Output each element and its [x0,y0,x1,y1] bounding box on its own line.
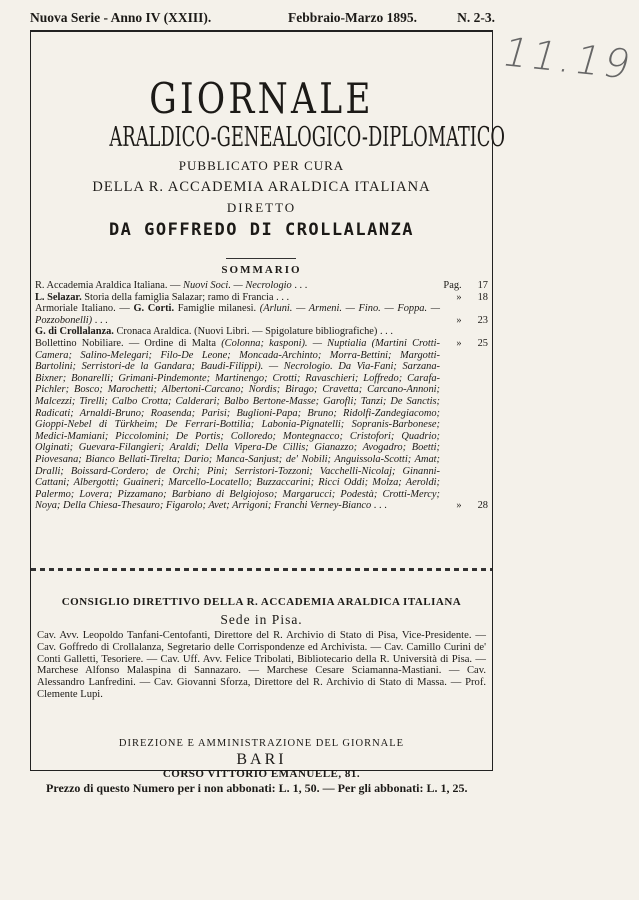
council-seat: Sede in Pisa. [220,612,303,627]
short-rule [226,258,296,259]
journal-title: GIORNALE [149,74,374,123]
published-by: PUBBLICATO PER CURA [178,158,345,173]
summary-list [35,280,488,512]
summary-item: Armoriale Italiano. — G. Corti. Famiglie milanesi. (Arluni. — Armeni. — Fino. — Foppa. — Pozzobonelli) . . . » 23 [35,303,488,326]
series-label: Nuova Serie - Anno IV (XXIII). [30,10,212,25]
directed-by: DIRETTO [226,200,297,215]
issue-number: N. 2-3. [457,10,495,25]
journal-subtitle: ARALDICO-GENEALOGICO-DIPLOMATICO [109,122,506,153]
summary-item: R. Accademia Araldica Italiana. — Nuovi Soci. — Necrologio . . . Pag. 17 [35,280,488,291]
academy-name: DELLA R. ACCADEMIA ARALDICA ITALIANA [92,179,431,195]
editor-name: DA GOFFREDO DI CROLLALANZA [108,220,415,240]
issue-date: Febbraio-Marzo 1895. [288,10,417,25]
summary-item: G. di Crollalanza. Cronaca Araldica. (Nuovi Libri. — Spigolature bibliografiche) . . . » 25 [35,326,488,349]
administration-address: CORSO VITTORIO EMANUELE, 81. [162,768,361,780]
administration-heading: DIREZIONE E AMMINISTRAZIONE DEL GIORNALE [118,738,405,749]
cover-frame [30,30,506,780]
handwritten-note: 11.19 [496,29,639,89]
summary-heading: SOMMARIO [221,264,302,276]
masthead-line [30,10,495,30]
council-members: Cav. Avv. Leopoldo Tanfani-Centofanti, Direttore del R. Archivio di Stato di Pisa, Vice-Presidente. — Cav. Goffredo di Crollalanza, Segretario delle Corrispondenze ed Archivista. — Cav. Camillo Curini de' Conti Galletti, Tesoriere. — Cav. Uff. Avv. Felice Tribolati, Bibliotecario della R. Università di Pisa. — Marchese Alfonso Malaspina di Sannazaro. — Marchese Cesare Sciamanna-Mastiani. — Cav. Alessandro Lanfredini. — Cav. Giovanni Sforza, Direttore del R. Archivio di Stato di Massa. — Prof. Clemente Lupi. [37,630,486,700]
summary-item: L. Selazar. Storia della famiglia Salazar; ramo di Francia . . . » 18 [35,291,488,303]
section-divider [31,568,492,571]
council-heading: CONSIGLIO DIRETTIVO DELLA R. ACCADEMIA ARALDICA ITALIANA [61,596,462,608]
summary-item: Bollettino Nobiliare. — Ordine di Malta (Colonna; kasponi). — Nuptialia (Martini Crotti-Camera; Salino-Melegari; Filo-De Leone; Moncada-Archinto; Morra-Bettini; Margotti-Bartolini; Serristori-de la Gandara; Baudi-Filippi). — Necrologio. Da Via-Fani; Sarzana-Bixner; Bonarelli; Grimani-Pindemonte; Martinengo; Crotti; Ravaschieri; Loffredo; Carafa-Pichler; Bosco; Marochetti; Albertoni-Carcano; Nordis; Birago; Cravetta; Carcano-Annoni; Malcezzi; Tirelli; Calbo Crotta; Calderari; Balbo Bertone-Masse; Garofli; Tanzi; De Sanctis; Radicati; Arnaldi-Bruno; Roasenda; Parisi; Buglioni-Papa; Bruno; Ridolfi-Zandegiacomo; Gioppi-Nebel di Türkheim; De Ferrari-Bottilia; Labonia-Pignatelli; Sopranis-Barbonese; Medici-Mamiani; Piccolomini; De Portis; Colloredo; Montegnacco; Cristofori; Quadrio; Olginati; Guevara-Filangieri; Araldi; Della Vipera-De Cillis; Gianazzo; Avogadro; Boetti; Piovesana; Bianco Bellati-Tirelta; Dario; Manca-Sanjust; de' Nobili; Anguissola-Scotti; Amat; Dralli; Boissard-Cordero; de Orchi; Pini; Serristori-Tozzoni; Vacchelli-Nicolaj; Ginanni-Cattani; Albergotti; Guaineri; Marcello-Locatello; Buzzaccarini; Ricci Oddi; Molza; Aeroldi; Palermo; Lovera; Pizzamano; Barbiano di Belgiojoso; Margarucci; Podestà; Crotti-Mercy; Noya; Della Chiesa-Thesauro; Figarolo; Avet; Arrigoni; Franchi Verney-Bianco . . . » 28 [35,337,488,512]
administration-city: BARI [236,751,287,768]
price-line: Prezzo di questo Numero per i non abbonati: L. 1, 50. — Per gli abbonati: L. 1, 25. [46,781,468,795]
